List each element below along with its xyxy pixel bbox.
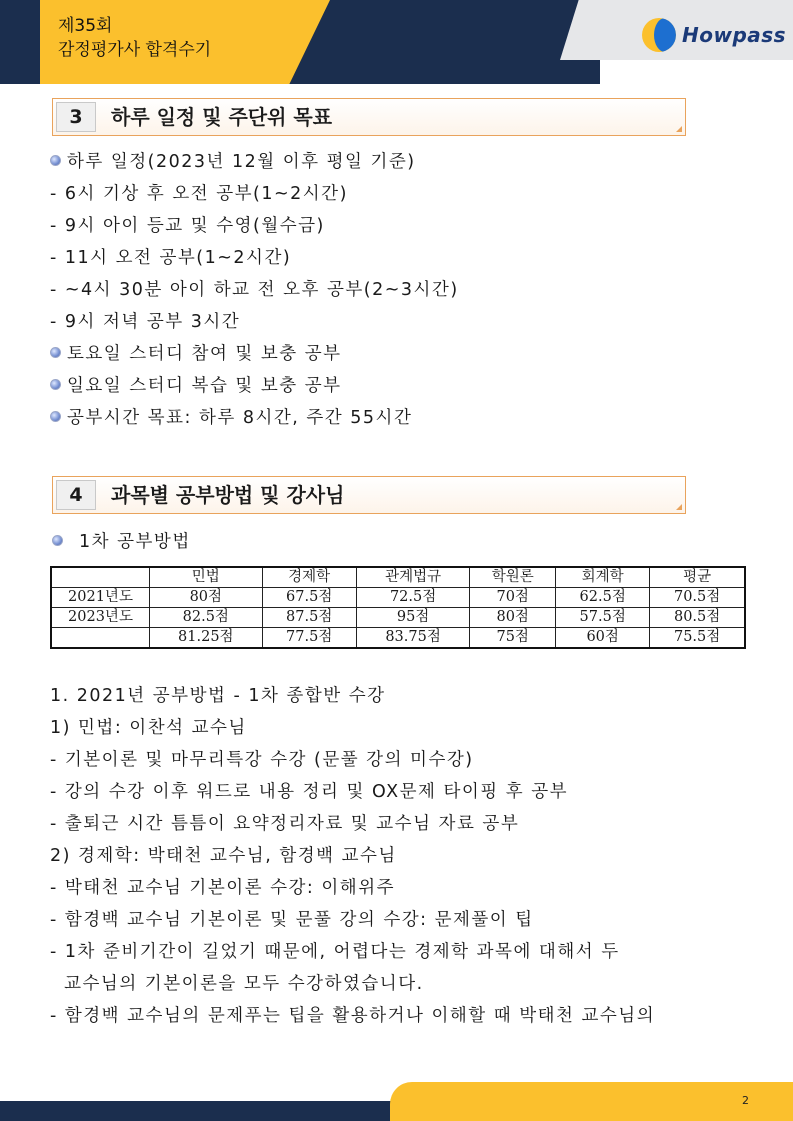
schedule-line: - 9시 아이 등교 및 수영(월수금) bbox=[50, 216, 325, 236]
corner-mark-icon bbox=[676, 126, 682, 132]
body-line: - 강의 수강 이후 워드로 내용 정리 및 OX문제 타이핑 후 공부 bbox=[50, 782, 569, 802]
table-cell: 민법 bbox=[150, 567, 263, 588]
table-cell: 2023년도 bbox=[51, 608, 150, 628]
body-line: - 기본이론 및 마무리특강 수강 (문풀 강의 미수강) bbox=[50, 750, 474, 770]
header-title-line2: 감정평가사 합격수기 bbox=[58, 40, 212, 60]
table-cell: 80점 bbox=[150, 588, 263, 608]
table-cell: 82.5점 bbox=[150, 608, 263, 628]
schedule-line: 하루 일정(2023년 12월 이후 평일 기준) bbox=[50, 150, 416, 174]
table-cell: 75점 bbox=[470, 628, 556, 649]
table-cell: 80.5점 bbox=[650, 608, 745, 628]
body-line: - 출퇴근 시간 틈틈이 요약정리자료 및 교수님 자료 공부 bbox=[50, 814, 520, 834]
body-line: 1. 2021년 공부방법 - 1차 종합반 수강 bbox=[50, 686, 386, 706]
bullet-icon bbox=[50, 379, 61, 390]
schedule-line: 토요일 스터디 참여 및 보충 공부 bbox=[50, 342, 342, 366]
table-row bbox=[51, 588, 745, 608]
table-cell: 관계법규 bbox=[356, 567, 470, 588]
body-line: 교수님의 기본이론을 모두 수강하였습니다. bbox=[50, 974, 424, 994]
page-number: 2 bbox=[742, 1094, 749, 1107]
table-cell: 72.5점 bbox=[356, 588, 470, 608]
header-title-line1: 제35회 bbox=[58, 16, 113, 36]
table-cell: 경제학 bbox=[262, 567, 356, 588]
table-cell: 62.5점 bbox=[556, 588, 650, 608]
section-3-number: 3 bbox=[56, 102, 96, 132]
table-cell bbox=[51, 628, 150, 649]
bullet-icon bbox=[52, 535, 63, 546]
logo-text: Howpass bbox=[682, 23, 787, 47]
schedule-line: - 9시 저녁 공부 3시간 bbox=[50, 312, 241, 332]
table-cell: 95점 bbox=[356, 608, 470, 628]
section-4-header bbox=[52, 476, 686, 514]
section-4-title: 과목별 공부방법 및 강사님 bbox=[111, 483, 345, 507]
table-cell: 60점 bbox=[556, 628, 650, 649]
bullet-icon bbox=[50, 411, 61, 422]
sub-heading: 1차 공부방법 bbox=[52, 530, 191, 554]
schedule-line: - ~4시 30분 아이 하교 전 오후 공부(2~3시간) bbox=[50, 280, 459, 300]
table-cell: 81.25점 bbox=[150, 628, 263, 649]
section-4-number: 4 bbox=[56, 480, 96, 510]
schedule-line: - 6시 기상 후 오전 공부(1~2시간) bbox=[50, 184, 348, 204]
logo-mark-icon bbox=[642, 18, 676, 52]
table-row bbox=[51, 628, 745, 649]
section-3-title: 하루 일정 및 주단위 목표 bbox=[111, 105, 333, 129]
corner-mark-icon bbox=[676, 504, 682, 510]
table-cell: 77.5점 bbox=[262, 628, 356, 649]
table-cell: 57.5점 bbox=[556, 608, 650, 628]
table-header-row bbox=[51, 567, 745, 588]
body-line: - 함경백 교수님 기본이론 및 문풀 강의 수강: 문제풀이 팁 bbox=[50, 910, 534, 930]
table-row bbox=[51, 608, 745, 628]
table-cell: 67.5점 bbox=[262, 588, 356, 608]
table-cell: 70.5점 bbox=[650, 588, 745, 608]
body-line: 1) 민법: 이찬석 교수님 bbox=[50, 718, 247, 738]
body-line: 2) 경제학: 박태천 교수님, 함경백 교수님 bbox=[50, 846, 397, 866]
table-cell: 80점 bbox=[470, 608, 556, 628]
schedule-line: 일요일 스터디 복습 및 보충 공부 bbox=[50, 374, 342, 398]
table-cell: 회계학 bbox=[556, 567, 650, 588]
header-title bbox=[58, 14, 211, 62]
bullet-icon bbox=[50, 155, 61, 166]
table-cell: 83.75점 bbox=[356, 628, 470, 649]
table-cell: 75.5점 bbox=[650, 628, 745, 649]
howpass-logo bbox=[642, 18, 786, 52]
table-cell: 70점 bbox=[470, 588, 556, 608]
section-3-header bbox=[52, 98, 686, 136]
body-line: - 함경백 교수님의 문제푸는 팁을 활용하거나 이해할 때 박태천 교수님의 bbox=[50, 1006, 656, 1026]
table-cell: 87.5점 bbox=[262, 608, 356, 628]
footer-yellow-band bbox=[390, 1082, 793, 1121]
schedule-line: - 11시 오전 공부(1~2시간) bbox=[50, 248, 292, 268]
table-cell: 학원론 bbox=[470, 567, 556, 588]
table-cell: 2021년도 bbox=[51, 588, 150, 608]
schedule-line: 공부시간 목표: 하루 8시간, 주간 55시간 bbox=[50, 406, 412, 430]
table-cell bbox=[51, 567, 150, 588]
body-line: - 1차 준비기간이 길었기 때문에, 어렵다는 경제학 과목에 대해서 두 bbox=[50, 942, 620, 962]
bullet-icon bbox=[50, 347, 61, 358]
body-line: - 박태천 교수님 기본이론 수강: 이해위주 bbox=[50, 878, 396, 898]
score-table bbox=[50, 566, 746, 649]
table-cell: 평균 bbox=[650, 567, 745, 588]
